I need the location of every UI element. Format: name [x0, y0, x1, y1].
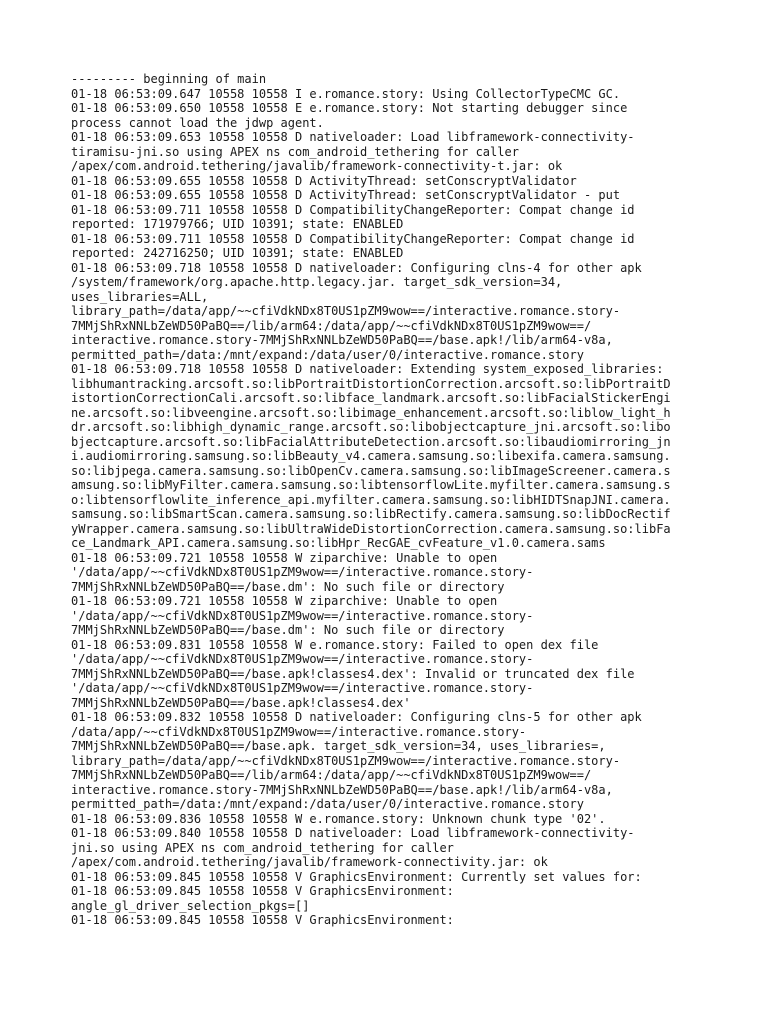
log-line: /apex/com.android.tethering/javalib/framework-connectivity.jar: ok	[71, 855, 548, 869]
log-line: '/data/app/~~cfiVdkNDx8T0US1pZM9wow==/interactive.romance.story-	[71, 565, 534, 579]
log-line: bjectcapture.arcsoft.so:libFacialAttributeDetection.arcsoft.so:libaudiomirroring_jn	[71, 434, 671, 449]
log-line: dr.arcsoft.so:libhigh_dynamic_range.arcsoft.so:libobjectcapture_jni.arcsoft.so:libo	[71, 420, 671, 434]
log-line: process cannot load the jdwp agent.	[71, 115, 324, 130]
log-line: library_path=/data/app/~~cfiVdkNDx8T0US1pZM9wow==/interactive.romance.story-	[71, 753, 621, 768]
log-line: '/data/app/~~cfiVdkNDx8T0US1pZM9wow==/interactive.romance.story-	[71, 652, 534, 666]
log-line: 01-18 06:53:09.653 10558 10558 D nativeloader: Load libframework-connectivity-	[71, 130, 635, 144]
log-line: i.audiomirroring.samsung.so:libBeauty_v4.camera.samsung.so:libexifa.camera.samsung.	[71, 449, 671, 463]
log-line: '/data/app/~~cfiVdkNDx8T0US1pZM9wow==/interactive.romance.story-	[71, 608, 534, 623]
log-line: 01-18 06:53:09.845 10558 10558 V GraphicsEnvironment: Currently set values for:	[71, 869, 642, 884]
log-line: uses_libraries=ALL,	[71, 289, 209, 304]
log-line: interactive.romance.story-7MMjShRxNNLbZeWD50PaBQ==/base.apk!/lib/arm64-v8a,	[71, 333, 613, 347]
log-line: 01-18 06:53:09.845 10558 10558 V GraphicsEnvironment:	[71, 884, 454, 898]
log-line: /apex/com.android.tethering/javalib/framework-connectivity-t.jar: ok	[71, 159, 563, 173]
log-line: jni.so using APEX ns com_android_tethering for caller	[71, 840, 454, 855]
log-text	[71, 72, 701, 928]
log-line: 01-18 06:53:09.832 10558 10558 D nativeloader: Configuring clns-5 for other apk	[71, 710, 642, 724]
log-line: 7MMjShRxNNLbZeWD50PaBQ==/lib/arm64:/data/app/~~cfiVdkNDx8T0US1pZM9wow==/	[71, 768, 592, 782]
log-line: reported: 171979766; UID 10391; state: ENABLED	[71, 217, 404, 231]
log-line: ce_Landmark_API.camera.samsung.so:libHpr_RecGAE_cvFeature_v1.0.camera.sams	[71, 536, 606, 550]
log-line: 7MMjShRxNNLbZeWD50PaBQ==/base.apk!classes4.dex': Invalid or truncated dex file	[71, 666, 635, 681]
log-line: amsung.so:libMyFilter.camera.samsung.so:libtensorflowLite.myfilter.camera.samsung.s	[71, 478, 671, 492]
log-line: 01-18 06:53:09.718 10558 10558 D nativeloader: Configuring clns-4 for other apk	[71, 260, 642, 275]
log-line: 7MMjShRxNNLbZeWD50PaBQ==/base.apk!classes4.dex'	[71, 695, 411, 710]
log-line: 01-18 06:53:09.650 10558 10558 E e.romance.story: Not starting debugger since	[71, 101, 628, 115]
log-line: 01-18 06:53:09.647 10558 10558 I e.romance.story: Using CollectorTypeCMC GC.	[71, 86, 621, 101]
log-line: o:libtensorflowlite_inference_api.myfilter.camera.samsung.so:libHIDTSnapJNI.camera.	[71, 492, 671, 507]
log-line: 01-18 06:53:09.721 10558 10558 W ziparchive: Unable to open	[71, 594, 498, 608]
log-line: 01-18 06:53:09.721 10558 10558 W ziparchive: Unable to open	[71, 550, 498, 565]
log-line: 7MMjShRxNNLbZeWD50PaBQ==/base.apk. target_sdk_version=34, uses_libraries=,	[71, 739, 606, 753]
log-line: angle_gl_driver_selection_pkgs=[]	[71, 898, 310, 913]
log-line: 7MMjShRxNNLbZeWD50PaBQ==/base.dm': No such file or directory	[71, 579, 505, 594]
log-line: permitted_path=/data:/mnt/expand:/data/user/0/interactive.romance.story	[71, 797, 584, 811]
log-line: reported: 242716250; UID 10391; state: ENABLED	[71, 246, 404, 260]
log-line: tiramisu-jni.so using APEX ns com_android_tethering for caller	[71, 144, 519, 159]
log-line: interactive.romance.story-7MMjShRxNNLbZeWD50PaBQ==/base.apk!/lib/arm64-v8a,	[71, 782, 613, 797]
log-line: 01-18 06:53:09.711 10558 10558 D CompatibilityChangeReporter: Compat change id	[71, 231, 635, 246]
log-line: '/data/app/~~cfiVdkNDx8T0US1pZM9wow==/interactive.romance.story-	[71, 681, 534, 695]
log-line: istortionCorrectionCali.arcsoft.so:libface_landmark.arcsoft.so:libFacialStickerEngi	[71, 391, 671, 405]
log-line: permitted_path=/data:/mnt/expand:/data/user/0/interactive.romance.story	[71, 347, 584, 362]
log-line: 01-18 06:53:09.840 10558 10558 D nativeloader: Load libframework-connectivity-	[71, 826, 635, 840]
log-line: 01-18 06:53:09.831 10558 10558 W e.romance.story: Failed to open dex file	[71, 637, 599, 652]
log-line: 01-18 06:53:09.845 10558 10558 V GraphicsEnvironment:	[71, 913, 454, 927]
log-line: library_path=/data/app/~~cfiVdkNDx8T0US1pZM9wow==/interactive.romance.story-	[71, 304, 621, 318]
log-line: 01-18 06:53:09.718 10558 10558 D nativeloader: Extending system_exposed_libraries:	[71, 362, 664, 376]
log-line: /data/app/~~cfiVdkNDx8T0US1pZM9wow==/interactive.romance.story-	[71, 724, 527, 739]
log-line: 01-18 06:53:09.711 10558 10558 D CompatibilityChangeReporter: Compat change id	[71, 202, 635, 217]
log-line: 7MMjShRxNNLbZeWD50PaBQ==/lib/arm64:/data/app/~~cfiVdkNDx8T0US1pZM9wow==/	[71, 318, 592, 333]
log-line: 01-18 06:53:09.655 10558 10558 D ActivityThread: setConscryptValidator - put	[71, 188, 621, 202]
log-line: 7MMjShRxNNLbZeWD50PaBQ==/base.dm': No such file or directory	[71, 623, 505, 637]
log-line: --------- beginning of main	[71, 72, 267, 86]
log-line: 01-18 06:53:09.655 10558 10558 D ActivityThread: setConscryptValidator	[71, 173, 577, 188]
log-line: libhumantracking.arcsoft.so:libPortraitDistortionCorrection.arcsoft.so:libPortraitD	[71, 376, 671, 391]
log-line: 01-18 06:53:09.836 10558 10558 W e.romance.story: Unknown chunk type '02'.	[71, 811, 606, 826]
log-line: /system/framework/org.apache.http.legacy.jar. target_sdk_version=34,	[71, 275, 563, 289]
log-line: ne.arcsoft.so:libveengine.arcsoft.so:libimage_enhancement.arcsoft.so:liblow_light_h	[71, 405, 671, 420]
log-line: samsung.so:libSmartScan.camera.samsung.so:libRectify.camera.samsung.so:libDocRectif	[71, 507, 671, 521]
log-line: so:libjpega.camera.samsung.so:libOpenCv.camera.samsung.so:libImageScreener.camera.s	[71, 463, 671, 478]
log-line: yWrapper.camera.samsung.so:libUltraWideDistortionCorrection.camera.samsung.so:libFa	[71, 521, 671, 536]
